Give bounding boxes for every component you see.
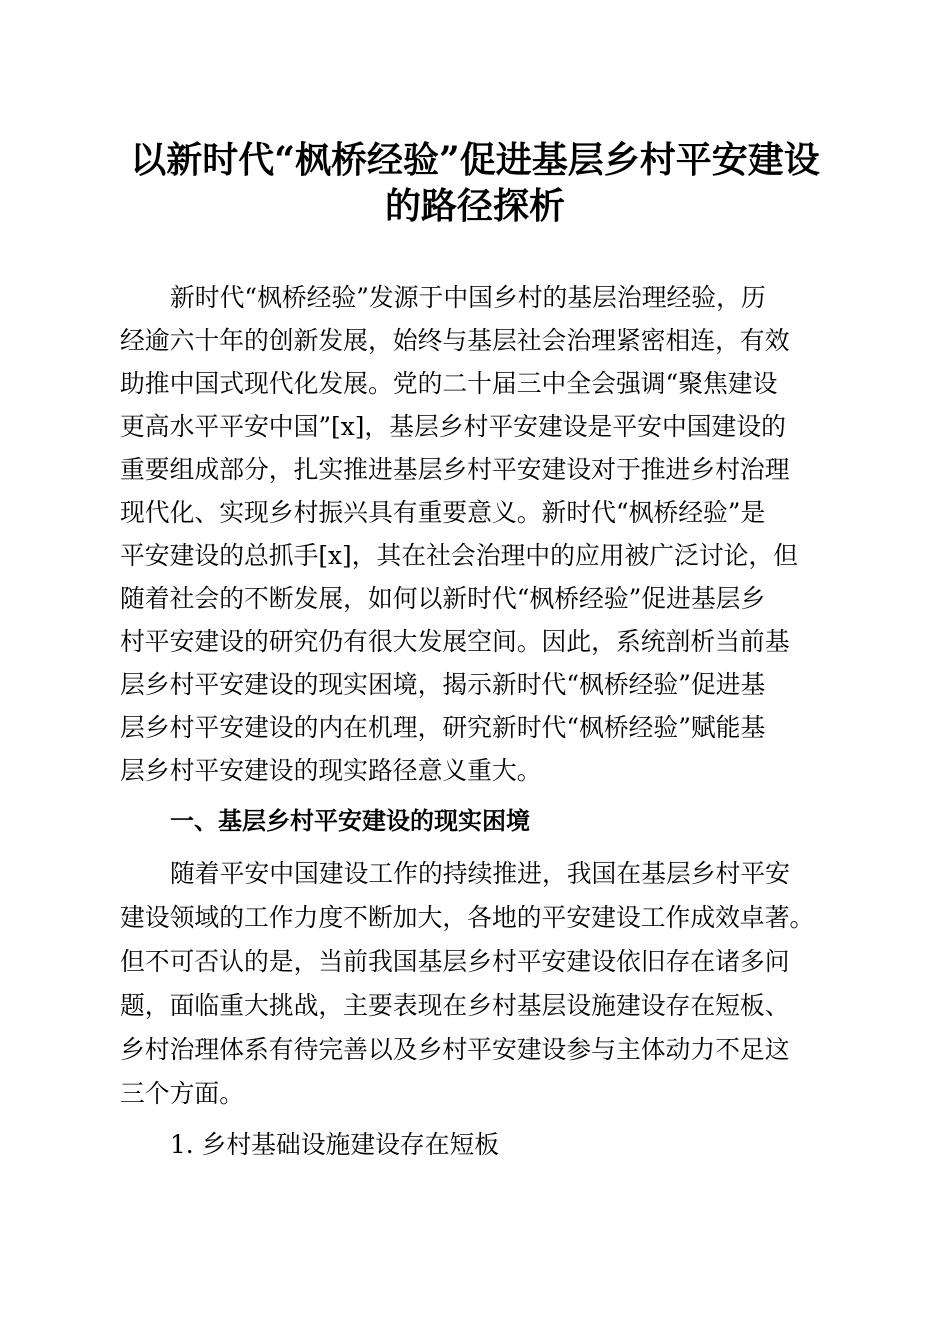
paragraph-1-line-6: 现代化、实现乡村振兴具有重要意义。新时代“枫桥经验”是 (120, 498, 766, 527)
section-1-heading: 一、基层乡村平安建设的现实困境 (170, 807, 530, 835)
paragraph-1-line-10: 层乡村平安建设的现实困境，揭示新时代“枫桥经验”促进基 (120, 670, 766, 699)
paragraph-1-line-5: 重要组成部分，扎实推进基层乡村平安建设对于推进乡村治理 (120, 455, 790, 484)
paragraph-2-line-3: 但不可否认的是，当前我国基层乡村平安建设依旧存在诸多问 (120, 947, 790, 976)
paragraph-2-line-1: 随着平安中国建设工作的持续推进，我国在基层乡村平安 (170, 859, 790, 888)
paragraph-2-line-2: 建设领域的工作力度不断加大，各地的平安建设工作成效卓著。 (120, 903, 815, 932)
paragraph-1-line-4: 更高水平平安中国”[x]，基层乡村平安建设是平安中国建设的 (120, 412, 786, 441)
paragraph-1-line-11: 层乡村平安建设的内在机理，研究新时代“枫桥经验”赋能基 (120, 713, 766, 742)
paragraph-2-line-5: 乡村治理体系有待完善以及乡村平安建设参与主体动力不足这 (120, 1035, 790, 1064)
paragraph-2-line-6: 三个方面。 (120, 1079, 244, 1108)
paragraph-2-line-4: 题，面临重大挑战，主要表现在乡村基层设施建设存在短板、 (120, 991, 790, 1020)
paragraph-1-line-1: 新时代“枫桥经验”发源于中国乡村的基层治理经验，历 (170, 283, 766, 312)
paragraph-1-line-12: 层乡村平安建设的现实路径意义重大。 (120, 756, 542, 785)
paragraph-1-line-7: 平安建设的总抓手[x]，其在社会治理中的应用被广泛讨论，但 (120, 541, 799, 570)
paragraph-1-line-2: 经逾六十年的创新发展，始终与基层社会治理紧密相连，有效 (120, 326, 790, 355)
subheading-1: 1. 乡村基础设施建设存在短板 (170, 1130, 500, 1159)
paragraph-1-line-8: 随着社会的不断发展，如何以新时代“枫桥经验”促进基层乡 (120, 584, 766, 613)
paragraph-1-line-3: 助推中国式现代化发展。党的二十届三中全会强调“聚焦建设 (120, 369, 778, 398)
document-title-line-1: 以新时代“枫桥经验”促进基层乡村平安建设 (130, 139, 820, 181)
paragraph-1-line-9: 村平安建设的研究仍有很大发展空间。因此，系统剖析当前基 (120, 627, 790, 656)
document-title-line-2: 的路径探析 (384, 185, 565, 227)
